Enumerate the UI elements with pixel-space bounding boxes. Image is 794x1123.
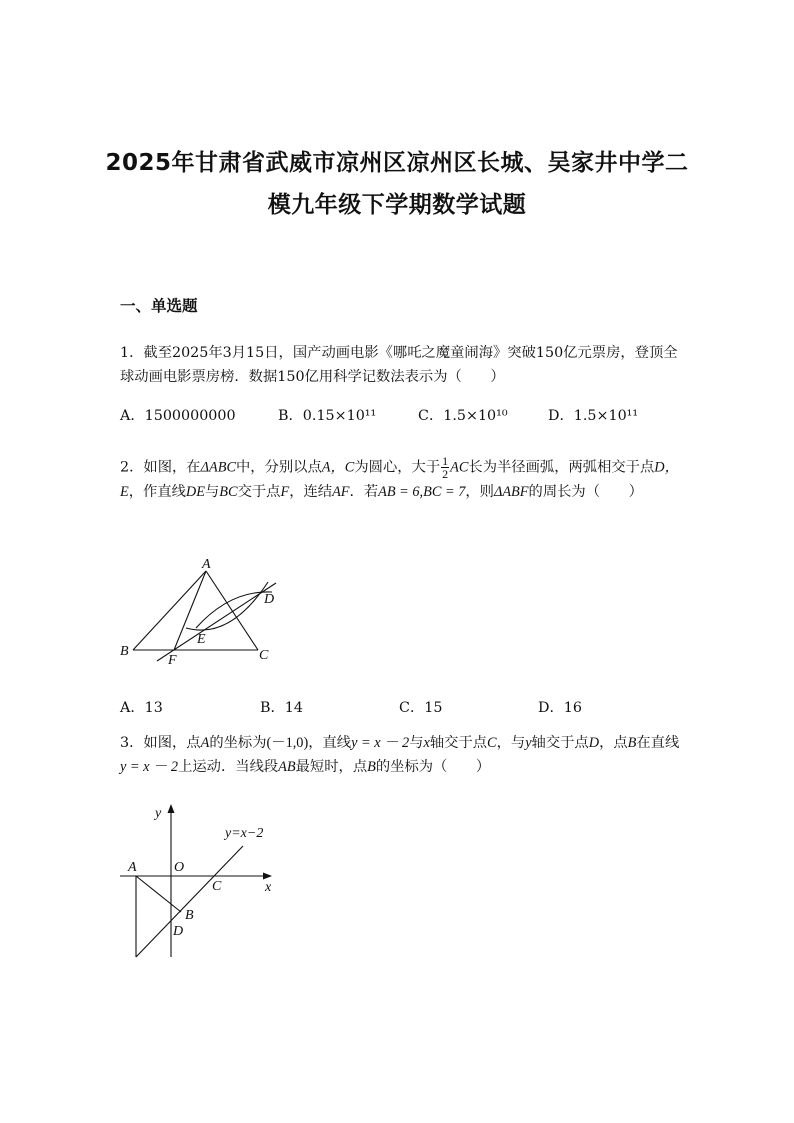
q2-label-e: E bbox=[197, 632, 206, 647]
q1-option-c[interactable]: C．1.5×10¹⁰ bbox=[418, 408, 508, 424]
q3-x-arrow-icon bbox=[263, 873, 272, 880]
q2-text-5: ，作直线 bbox=[128, 484, 186, 500]
q3-point-b-2: B bbox=[367, 759, 376, 775]
q3-text-3: ，直线 bbox=[308, 735, 352, 751]
q3-axis-x: x bbox=[423, 735, 430, 751]
q3-text-1: 3．如图，点 bbox=[120, 735, 201, 751]
q3-text-2: 的坐标为 bbox=[209, 735, 267, 751]
q3-text-5: 轴交于点 bbox=[429, 735, 488, 751]
q3-text-10: 上运动．当线段 bbox=[178, 759, 279, 775]
q2-half-num: 1 bbox=[442, 454, 449, 468]
q2-option-d[interactable]: D．16 bbox=[538, 700, 582, 716]
q2-label-b: B bbox=[120, 644, 129, 659]
q1-option-b[interactable]: B．0.15×10¹¹ bbox=[278, 408, 377, 424]
q2-text-3: 为圆心，大于 bbox=[354, 459, 441, 476]
q2-text-1: 2．如图，在 bbox=[120, 459, 201, 476]
q2-points-ac: A，C bbox=[321, 459, 355, 476]
q3-axis-y: y bbox=[525, 735, 532, 751]
q1-option-a[interactable]: A．1500000000 bbox=[120, 408, 236, 424]
section-heading: 一、单选题 bbox=[120, 297, 198, 315]
q2-line-af: AF bbox=[332, 484, 350, 500]
q3-text-9: 在直线 bbox=[636, 735, 680, 751]
q3-label-d: D bbox=[173, 924, 184, 939]
q2-option-b[interactable]: B．14 bbox=[260, 700, 303, 716]
q2-text-10: ，则 bbox=[465, 484, 494, 500]
q3-line-eq-2: y = x － 2 bbox=[120, 759, 179, 775]
q3-text-4: 与 bbox=[409, 735, 424, 751]
q3-y-arrow-icon bbox=[168, 804, 175, 813]
question-1-text: 1．截至2025年3月15日，国产动画电影《哪吒之魔童闹海》突破150亿元票房，登顶全球动画电影票房榜．数据150亿用科学记数法表示为（ ） bbox=[120, 345, 678, 385]
q2-label-a: A bbox=[202, 557, 211, 572]
q3-text-12: 的坐标为（ ） bbox=[375, 759, 491, 775]
q2-label-f: F bbox=[168, 653, 177, 668]
q3-line bbox=[136, 846, 243, 957]
q2-side-ac bbox=[206, 571, 258, 650]
q3-segment-ab-label: AB bbox=[278, 759, 296, 775]
page-title: 2025年甘肃省武威市凉州区凉州区长城、吴家井中学二模九年级下学期数学试题 bbox=[105, 150, 689, 218]
q3-label-a: A bbox=[128, 860, 137, 875]
q2-given: AB = 6,BC = 7 bbox=[378, 484, 466, 500]
q2-text-8: ，连结 bbox=[289, 484, 333, 500]
q3-point-d: D bbox=[588, 735, 600, 751]
q3-coord-a: (－1,0) bbox=[266, 735, 309, 751]
q2-text-9: ．若 bbox=[349, 484, 379, 500]
q2-text-11: 的周长为（ ） bbox=[528, 484, 643, 500]
q2-half-ac: AC bbox=[450, 459, 469, 476]
q3-segment-ab bbox=[136, 876, 181, 912]
question-2-options bbox=[120, 697, 682, 721]
q3-label-eq: y=x−2 bbox=[225, 826, 264, 841]
q3-text-8: ，点 bbox=[599, 735, 628, 751]
q3-label-c: C bbox=[212, 879, 222, 894]
q3-label-y: y bbox=[155, 806, 162, 821]
q3-label-x: x bbox=[265, 880, 272, 895]
q2-side-ab bbox=[133, 571, 206, 650]
q2-label-c: C bbox=[259, 648, 269, 663]
q2-point-f: F bbox=[280, 484, 290, 500]
q2-option-c[interactable]: C．15 bbox=[399, 700, 443, 716]
q3-line-eq: y = x － 2 bbox=[351, 735, 410, 751]
q1-option-d[interactable]: D．1.5×10¹¹ bbox=[548, 408, 639, 424]
q2-text-6: 与 bbox=[204, 484, 220, 500]
q3-point-a: A bbox=[200, 735, 210, 751]
q3-label-o: O bbox=[174, 860, 185, 875]
q2-points-de: D，E bbox=[120, 459, 679, 500]
q3-point-c: C bbox=[487, 735, 497, 751]
q3-text-6: ，与 bbox=[496, 735, 526, 751]
q3-point-b: B bbox=[627, 735, 637, 751]
q2-triangle-abf: ΔABF bbox=[493, 484, 529, 500]
q2-triangle-abc: ΔABC bbox=[200, 459, 236, 476]
question-3-text bbox=[120, 731, 682, 779]
q2-text-7: 交于点 bbox=[237, 484, 281, 500]
q2-label-d: D bbox=[264, 592, 275, 607]
q2-line-bc: BC bbox=[219, 484, 238, 500]
q2-text-2: 中，分别以点 bbox=[236, 459, 322, 476]
q2-option-a[interactable]: A．13 bbox=[120, 700, 163, 716]
q2-half-den: 2 bbox=[442, 467, 449, 481]
q3-text-7: 轴交于点 bbox=[531, 735, 589, 751]
q3-text-11: 最短时，点 bbox=[295, 759, 368, 775]
q3-label-b: B bbox=[185, 908, 194, 923]
q2-line-de: DE bbox=[185, 484, 205, 500]
q2-text-4: 长为半径画弧，两弧相交于点 bbox=[468, 459, 655, 476]
